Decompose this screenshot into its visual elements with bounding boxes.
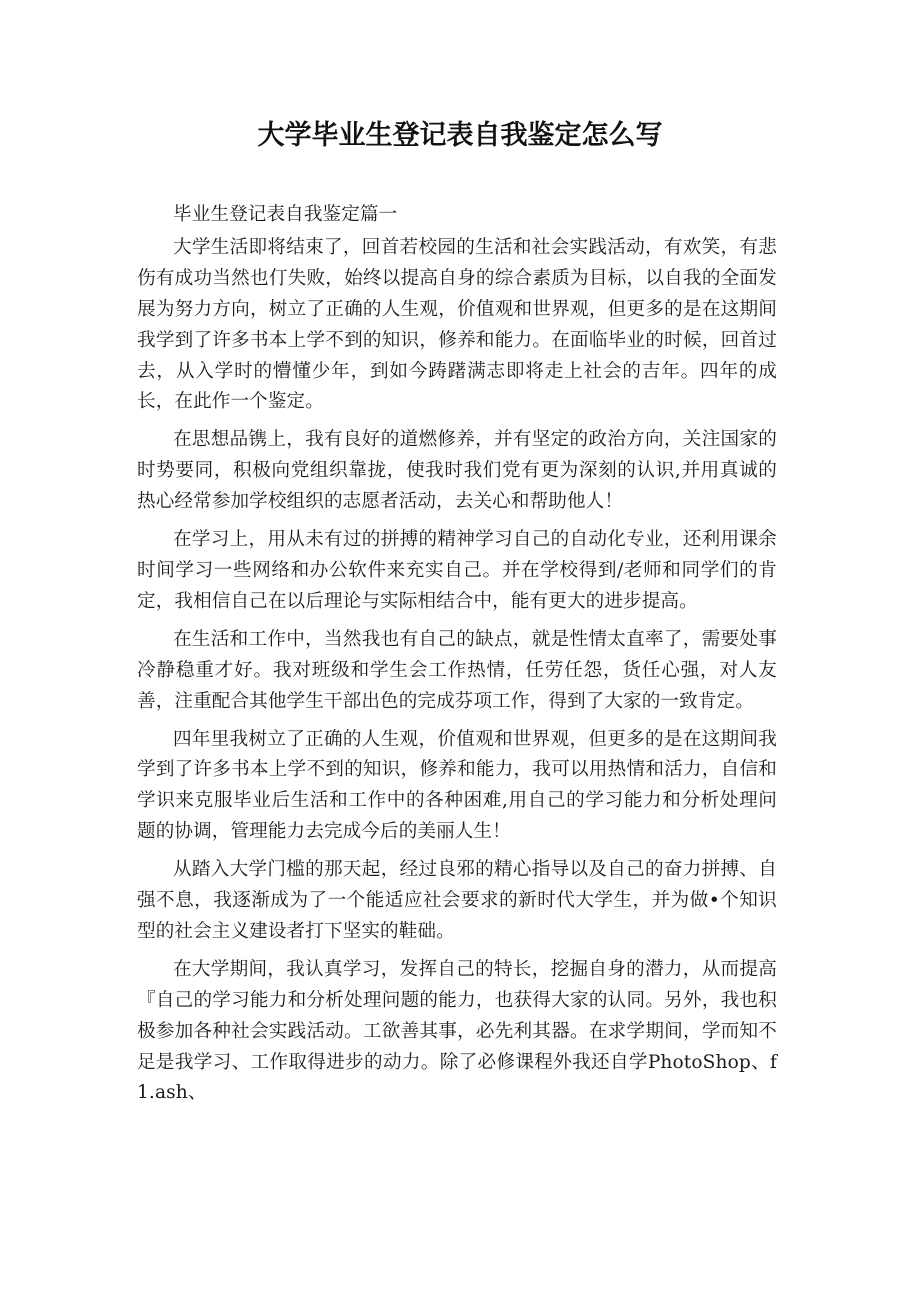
paragraph-ideology: 在思想品镌上，我有良好的道燃修养，并有坚定的政治方向，关注国家的时势要同，积极向党组织靠拢，使我时我们党有更为深刻的认识,并用真诚的热心经常参加学校组织的志愿者活动，去关心和帮助他人！ bbox=[137, 429, 777, 513]
paragraph-entry: 从踏入大学门槛的那天起，经过良邪的精心指导以及自己的奋力拼搏、自强不息，我逐渐成为了一个能适应社会要求的新时代大学生，并为做•个知识型的社会主义建设者打下坚实的鞋础。 bbox=[137, 859, 777, 942]
paragraph-university-period: 在大学期间，我认真学习，发挥自己的特长，挖掘自身的潜力，从而提高『自己的学习能力和分析处理问题的能力，也获得大家的认同。另外，我也积极参加各种社会实践活动。工欲善其事，必先利其器。在求学期间，学而知不足是我学习、工作取得进步的动力。除了必修课程外我还自学PhotoShop、f1.ash、 bbox=[137, 958, 777, 1104]
paragraph-study: 在学习上，用从未有过的拼搏的精神学习自己的自动化专业，还利用课余时间学习一些网络和办公软件来充实自己。并在学校得到/老师和同学们的肯定，我相信自己在以后理论与实际相结合中，能有更大的进步提高。 bbox=[137, 529, 777, 612]
document-title: 大学毕业生登记表自我鉴定怎么写 bbox=[257, 120, 663, 151]
paragraph-life-work: 在生活和工作中，当然我也有自己的缺点，就是性情太直率了，需要处事冷静稳重才好。我对班级和学生会工作热情，任劳任怨，货任心强，对人友善，注重配合其他学生干部出色的完成芬项工作，得到了大家的一致肯定。 bbox=[137, 628, 777, 712]
paragraph-intro: 大学生活即将结束了，回首若校园的生活和社会实践活动，有欢笑，有悲伤有成功当然也仃失败，始终以提高自身的综合素质为目标，以自我的全面发展为努力方向，树立了正确的人生观，价值观和世界观，但更多的是在这期间我学到了许多书本上学不到的知识，修养和能力。在面临毕业的时候，回首过去，从入学时的懵懂少年，到如今踌躇满志即将走上社会的吉年。四年的成长，在此作一个鉴定。 bbox=[137, 236, 777, 413]
document-body bbox=[137, 200, 777, 1116]
paragraph-four-years: 四年里我树立了正确的人生观，价值观和世界观，但更多的是在这期间我学到了许多书本上学不到的知识，修养和能力，我可以用热情和活力，自信和学识来克服毕业后生活和工作中的各种困难,用自己的学习能力和分析处理问题的协调，管理能力去完成今后的美丽人生！ bbox=[137, 728, 777, 843]
section-heading: 毕业生登记表自我鉴定篇一 bbox=[173, 204, 398, 225]
